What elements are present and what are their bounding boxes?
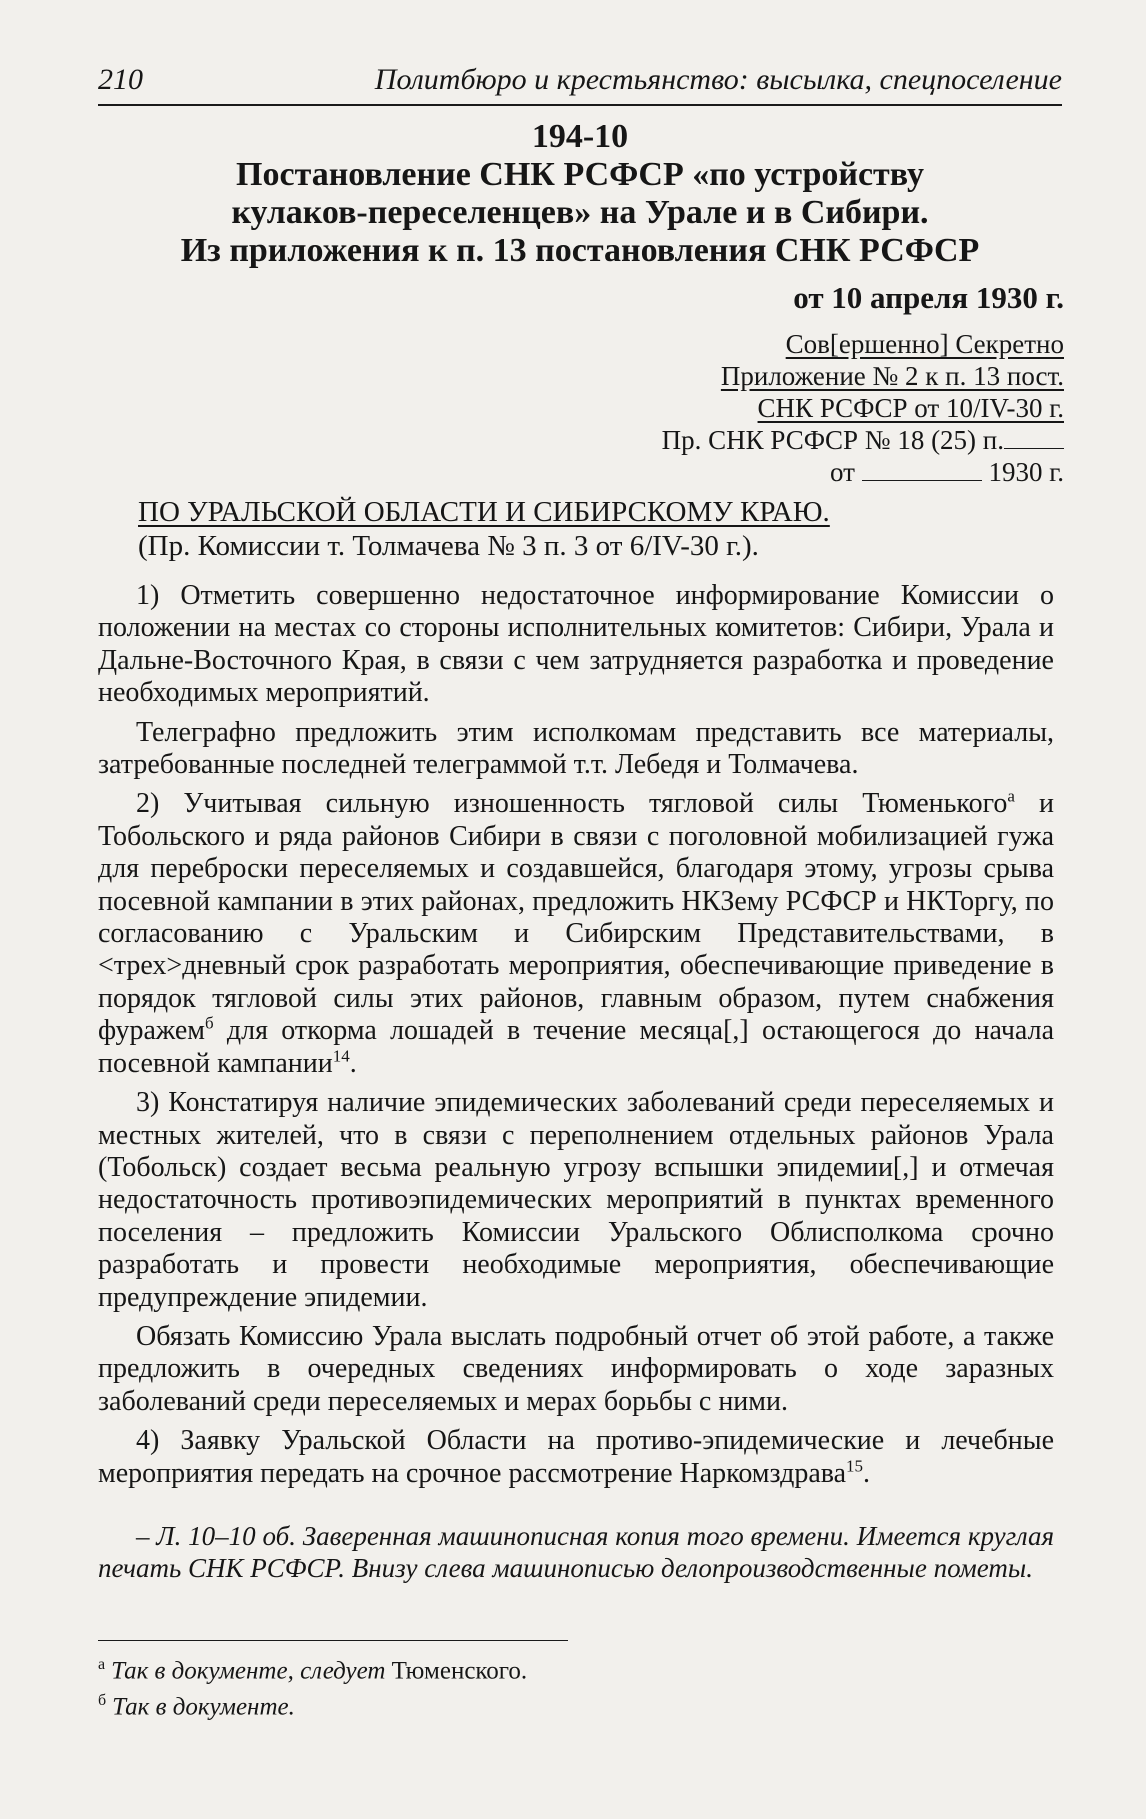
- paragraph-3: 2) Учитывая сильную изношенность тягловой силы Тюменького$^а$ и Тобольского и ряда районов Сибири в связи с поголовной мобилизацией гужа для переброски переселяемых и создавшейся, благодаря этому, угрозы срыва посевной кампании в этих районах, предложить НКЗему РСФСР и НКТоргу, по согласованию с Уральским и Сибирским Представительствами, в <трех>дневный срок разработать мероприятия, обеспечивающие приведение в порядок тягловой силы этих районов, главным образом, путем снабжения фуражем$^б$ для откорма лошадей в течение месяца[,] остающегося до начала посевной кампании$^{14}$.: [98, 787, 1054, 1079]
- paragraph-6: 4) Заявку Уральской Области на противо-эпидемические и лечебные мероприятия передать на срочное рассмотрение Наркомздрава$^{15}$.: [98, 1425, 1054, 1489]
- footnote-mark-b: б: [205, 1013, 214, 1033]
- section-subheading: (Пр. Комиссии т. Толмачева № 3 п. 3 от 6/IV-30 г.).: [138, 530, 759, 562]
- paragraph-1: 1) Отметить совершенно недостаточное информирование Комиссии о положении на местах со стороны исполнительных комитетов: Сибири, Урала и Дальне-Восточного Края, в связи с чем затрудняется разработка и проведение необходимых мероприятий.: [98, 580, 1054, 709]
- book-title: Политбюро и крестьянство: высылка, спецпоселение: [374, 63, 1062, 96]
- paragraph-4: 3) Констатируя наличие эпидемических заболеваний среди переселяемых и местных жителей, что в связи с переполнением отдельных районов Урала (Тобольск) создает весьма реальную угрозу вспышки эпидемии[,] и отмечая недостаточность противоэпидемических мероприятий в пунктах временного поселения – предложить Комиссии Уральского Облисполкома срочно разработать и провести необходимые мероприятия, обеспечивающие предупреждение эпидемии.: [98, 1087, 1054, 1313]
- page-number: 210: [98, 63, 143, 96]
- footnotes: [98, 1650, 1054, 1723]
- protocol-date-prefix: от: [830, 457, 855, 487]
- footnote-b: $^б$ Так в документе.: [98, 1692, 295, 1721]
- annex-line-2: СНК РСФСР от 10/IV-30 г.: [757, 393, 1064, 423]
- title-line: Из приложения к п. 13 постановления СНК РСФСР: [180, 232, 980, 269]
- paragraph-5: Обязать Комиссию Урала выслать подробный отчет об этой работе, а также предложить в очередных сведениях информировать о ходе заразных заболеваний среди переселяемых и мерах борьбы с ними.: [98, 1320, 1054, 1417]
- document-date: от 10 апреля 1930 г.: [793, 280, 1064, 315]
- classification-label: Сов[ершенно] Секретно: [785, 329, 1064, 359]
- section-heading: ПО УРАЛЬСКОЙ ОБЛАСТИ И СИБИРСКОМУ КРАЮ.: [138, 496, 830, 528]
- document-body: [98, 580, 1054, 1497]
- footnote-divider: [98, 1640, 568, 1641]
- annex-line-1: Приложение № 2 к п. 13 пост.: [720, 361, 1064, 391]
- protocol-blank: [1004, 426, 1064, 449]
- document-number: 194-10: [531, 118, 629, 155]
- document-title: [98, 118, 1062, 270]
- title-line: кулаков-переселенцев» на Урале и в Сибири.: [231, 194, 929, 231]
- endnote-mark-15: 15: [846, 1456, 864, 1476]
- footnote-a: $^а$ Так в документе, следует Тюменского.: [98, 1656, 528, 1685]
- paragraph-2: Телеграфно предложить этим исполкомам представить все материалы, затребованные последней телеграммой т.т. Лебедя и Толмачева.: [98, 716, 1054, 781]
- title-line: Постановление СНК РСФСР «по устройству: [236, 156, 924, 193]
- protocol-line: Пр. СНК РСФСР № 18 (25) п.: [661, 425, 1004, 455]
- protocol-date-blank: [862, 458, 982, 481]
- endnote-mark-14: 14: [332, 1046, 350, 1066]
- section-header: [138, 495, 1038, 563]
- footnote-mark-a: а: [1007, 787, 1015, 807]
- secrecy-stamp: [662, 328, 1064, 488]
- header-divider: [98, 104, 1062, 106]
- archival-source-note: – Л. 10–10 об. Заверенная машинописная копия того времени. Имеется круглая печать СНК РСФСР. Внизу слева машинописью делопроизводственные пометы.: [98, 1521, 1054, 1583]
- protocol-date-suffix: 1930 г.: [988, 457, 1064, 487]
